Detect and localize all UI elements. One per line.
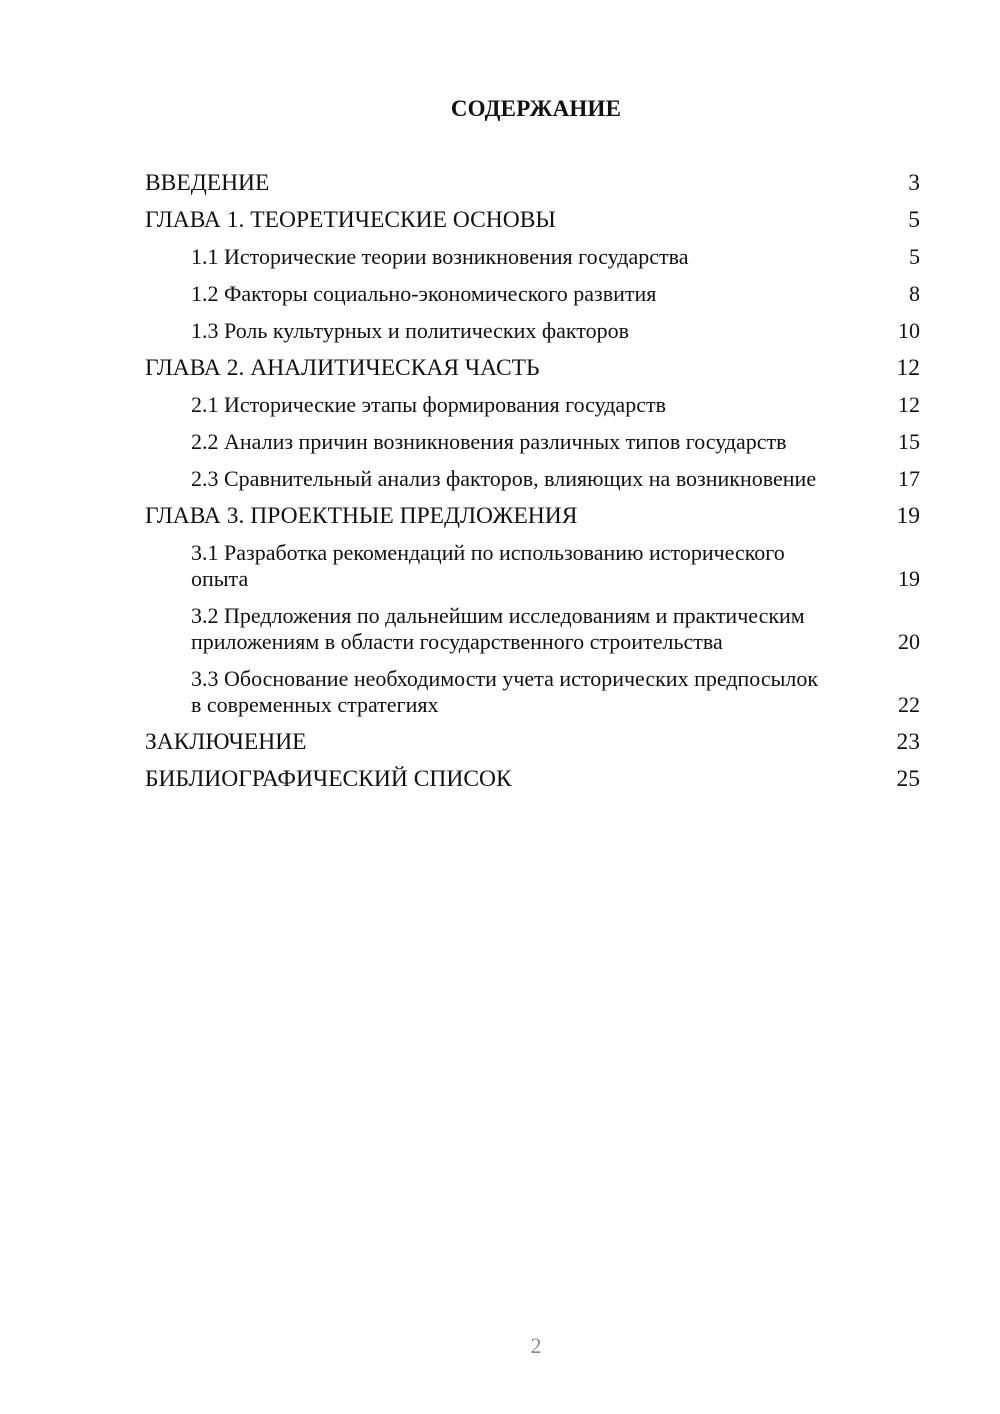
- toc-entry-chapter-1[interactable]: [145, 207, 920, 233]
- toc-entry-title: БИБЛИОГРАФИЧЕСКИЙ СПИСОК: [145, 766, 512, 792]
- toc-entry-title: 2.2 Анализ причин возникновения различных типов государств: [191, 429, 787, 454]
- toc-entry-title: ГЛАВА 2. АНАЛИТИЧЕСКАЯ ЧАСТЬ: [145, 355, 540, 381]
- toc-entry-title: 3.2 Предложения по дальнейшим исследованиям и практическим приложениям в области государственного строительства: [191, 603, 805, 654]
- toc-entry-section-2-1[interactable]: [145, 392, 920, 418]
- toc-entry-section-3-2[interactable]: [145, 603, 920, 655]
- toc-entry-page: 15: [898, 429, 920, 454]
- toc-entry-page: 3: [908, 170, 920, 196]
- toc-entry-page: 23: [896, 729, 920, 755]
- toc-entry-page: 17: [898, 466, 920, 491]
- toc-entry-title: 1.2 Факторы социально-экономического развития: [191, 281, 657, 306]
- toc-entry-conclusion[interactable]: [145, 729, 920, 755]
- toc-entry-page: 8: [909, 281, 920, 306]
- toc-entry-title: 2.3 Сравнительный анализ факторов, влияющих на возникновение: [191, 466, 817, 491]
- toc-entry-title: 2.1 Исторические этапы формирования государств: [191, 392, 666, 417]
- toc-entry-title: 3.1 Разработка рекомендаций по использованию исторического опыта: [191, 540, 785, 591]
- toc-entry-chapter-2[interactable]: [145, 355, 920, 381]
- toc-entry-page: 19: [896, 503, 920, 529]
- toc-entry-title: ЗАКЛЮЧЕНИЕ: [145, 729, 307, 755]
- toc-entry-page: 12: [898, 392, 920, 417]
- toc-entry-page: 20: [898, 629, 920, 654]
- toc-entry-chapter-3[interactable]: [145, 503, 920, 529]
- toc-entry-bibliography[interactable]: [145, 766, 920, 792]
- toc-entry-title: 1.3 Роль культурных и политических факторов: [191, 318, 630, 343]
- toc-entry-section-1-2[interactable]: [145, 281, 920, 307]
- toc-entry-title: ВВЕДЕНИЕ: [145, 170, 270, 196]
- toc-entry-title: ГЛАВА 3. ПРОЕКТНЫЕ ПРЕДЛОЖЕНИЯ: [145, 503, 578, 529]
- toc-entry-page: 12: [896, 355, 920, 381]
- toc-entry-section-1-3[interactable]: [145, 318, 920, 344]
- toc-entry-page: 22: [898, 692, 920, 717]
- toc-entry-page: 5: [908, 207, 920, 233]
- toc-entry-section-2-2[interactable]: [145, 429, 920, 455]
- toc-entry-introduction[interactable]: [145, 170, 920, 196]
- toc-entry-page: 25: [896, 766, 920, 792]
- toc-entry-section-2-3[interactable]: [145, 466, 920, 492]
- toc-entry-page: 5: [909, 244, 920, 269]
- page-number: 2: [530, 1333, 542, 1358]
- toc-entry-page: 19: [898, 566, 920, 591]
- toc-entry-title: 1.1 Исторические теории возникновения государства: [191, 244, 689, 269]
- toc-entry-section-3-3[interactable]: [145, 666, 920, 718]
- toc-entry-title: 3.3 Обоснование необходимости учета исторических предпосылок в современных стратегиях: [191, 666, 819, 717]
- toc-title: СОДЕРЖАНИЕ: [450, 96, 622, 121]
- toc-entry-section-1-1[interactable]: [145, 244, 920, 270]
- toc-entry-section-3-1[interactable]: [145, 540, 920, 592]
- toc-entry-page: 10: [898, 318, 920, 343]
- toc-entry-title: ГЛАВА 1. ТЕОРЕТИЧЕСКИЕ ОСНОВЫ: [145, 207, 556, 233]
- table-of-contents: [145, 170, 920, 803]
